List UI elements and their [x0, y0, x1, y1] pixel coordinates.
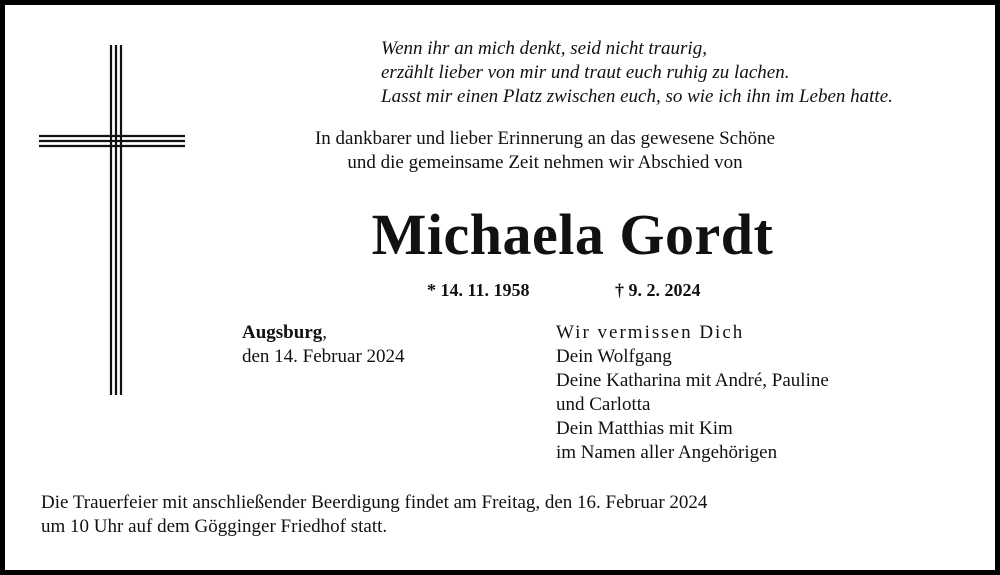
mourners-list — [556, 321, 829, 465]
mourners-line: Dein Wolfgang — [556, 346, 672, 367]
motto-line: Lasst mir einen Platz zwischen euch, so wie ich ihn im Leben hatte. — [381, 86, 893, 107]
city-comma: , — [322, 322, 327, 343]
funeral-info — [41, 491, 707, 539]
place-date — [242, 321, 405, 369]
intro-line: und die gemeinsame Zeit nehmen wir Abschied von — [347, 152, 743, 173]
death-date: † 9. 2. 2024 — [615, 280, 701, 300]
motto-line: erzählt lieber von mir und traut euch ruhig zu lachen. — [381, 62, 790, 83]
funeral-line: um 10 Uhr auf dem Gögginger Friedhof statt. — [41, 516, 388, 537]
city-name: Augsburg — [242, 322, 323, 343]
deceased-name: Michaela Gordt — [371, 202, 774, 267]
funeral-line: Die Trauerfeier mit anschließender Beerdigung findet am Freitag, den 16. Februar 2024 — [41, 492, 708, 513]
mourners-line: Deine Katharina mit André, Pauline — [556, 370, 829, 391]
intro-line: In dankbarer und lieber Erinnerung an das gewesene Schöne — [314, 128, 776, 149]
mourners-line: im Namen aller Angehörigen — [556, 442, 778, 463]
birth-date: * 14. 11. 1958 — [427, 280, 530, 300]
notice-date: den 14. Februar 2024 — [242, 346, 405, 367]
mourners-line: und Carlotta — [556, 394, 651, 415]
intro-text — [225, 127, 865, 175]
motto-line: Wenn ihr an mich denkt, seid nicht traurig, — [381, 38, 707, 59]
mourners-line: Dein Matthias mit Kim — [556, 418, 733, 439]
mourners-line: Wir vermissen Dich — [556, 322, 745, 343]
motto-verse — [381, 37, 893, 109]
